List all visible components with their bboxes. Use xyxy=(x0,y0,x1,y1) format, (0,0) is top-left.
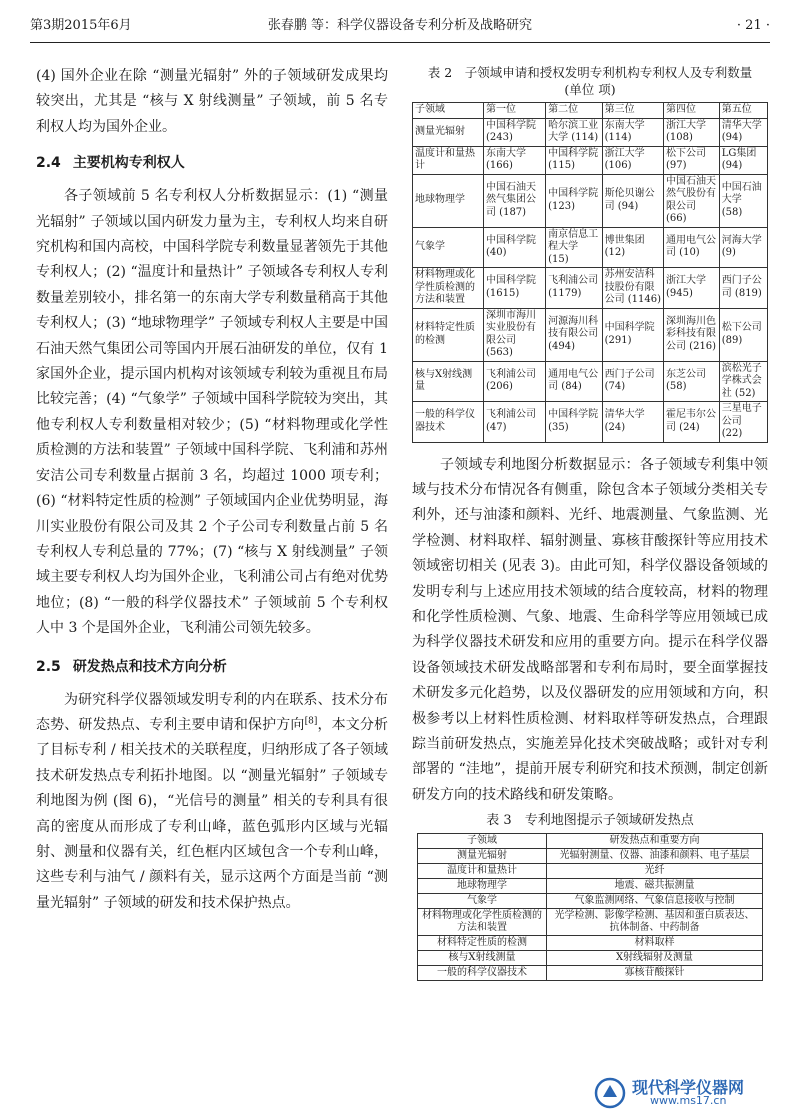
table-cell-field: 材料特定性质的检测 xyxy=(418,936,547,951)
table-cell: 飞利浦公司 (47) xyxy=(484,402,546,443)
watermark-url: www.ms17.cn xyxy=(650,1094,727,1107)
table-cell: 中国科学院 (115) xyxy=(546,146,602,174)
table-2 xyxy=(412,102,768,443)
table-3-caption: 表 3 专利地图提示子领域研发热点 xyxy=(486,813,694,829)
table-header-cell: 第五位 xyxy=(719,103,767,119)
table-cell: 寡核苷酸探针 xyxy=(547,966,763,981)
right-column xyxy=(412,64,768,981)
table-row xyxy=(413,361,768,402)
table-cell-field: 测量光辐射 xyxy=(418,849,547,864)
table-cell: 博世集团 (12) xyxy=(602,227,663,268)
table-cell: 中国科学院 (243) xyxy=(484,118,546,146)
table-cell: 中国石油天然气集团公司 (187) xyxy=(484,174,546,227)
table-cell: 西门子公司 (819) xyxy=(719,268,767,309)
table-cell-field: 测量光辐射 xyxy=(413,118,484,146)
table-cell-field: 温度计和量热计 xyxy=(413,146,484,174)
table-cell: 三星电子公司 (22) xyxy=(719,402,767,443)
table-header-cell: 研发热点和重要方向 xyxy=(547,834,763,849)
table-cell: 东芝公司 (58) xyxy=(664,361,720,402)
table-cell: 东南大学 (166) xyxy=(484,146,546,174)
table-cell: 浙江大学 (945) xyxy=(664,268,720,309)
table-cell: 浙江大学 (108) xyxy=(664,118,720,146)
site-watermark xyxy=(592,1075,792,1111)
watermark-logo-icon xyxy=(594,1077,626,1109)
table-cell: 南京信息工程大学 (15) xyxy=(546,227,602,268)
table-cell-field: 地球物理学 xyxy=(413,174,484,227)
journal-issue: 第3期2015年6月 xyxy=(30,18,132,33)
table-row xyxy=(418,894,763,909)
table-row xyxy=(413,402,768,443)
table-cell: 斯伦贝谢公司 (94) xyxy=(602,174,663,227)
table-row xyxy=(413,118,768,146)
table-cell: 松下公司 (97) xyxy=(664,146,720,174)
table-2-title: 表 2 子领域申请和授权发明专利机构专利权人及专利数量 xyxy=(427,65,753,80)
table-cell: 苏州安洁科技股份有限公司 (1146) xyxy=(602,268,663,309)
section-title-text: 研发热点和技术方向分析 xyxy=(72,658,227,675)
paragraph-text: ，本文分析了目标专利 / 相关技术的关联程度，归纳形成了各子领域技术研发热点专利拓扑地图。以 “测量光辐射” 子领域专利地图为例 (图 6)，“光信号的测量” 相关的专利具有很高的密度从而形成了专利山峰，蓝色弧形内区域与光辐射、测量和仪器有关，红色框内区域包含一个专利山峰，这些专利与油气 / 颜料有关，显示这两个方面是当前 “测量光辐射” 子领域的研发和技术保护热点。 xyxy=(36,716,389,911)
table-header-row xyxy=(418,834,763,849)
table-cell: 中国石油天然气股份有限公司 (66) xyxy=(664,174,720,227)
table-header-cell: 第二位 xyxy=(546,103,602,119)
table-cell: 中国科学院 (123) xyxy=(546,174,602,227)
table-cell: 深圳海川色彩科技有限公司 (216) xyxy=(664,308,720,361)
table-cell: 光纤 xyxy=(547,864,763,879)
table-2-unit: (单位 项) xyxy=(564,82,616,97)
table-row xyxy=(418,849,763,864)
table-cell: 气象监测网络、气象信息接收与控制 xyxy=(547,894,763,909)
table-header-cell: 子领域 xyxy=(418,834,547,849)
section-title-text: 主要机构专利权人 xyxy=(72,155,185,172)
table-cell-field: 一般的科学仪器技术 xyxy=(413,402,484,443)
table-header-cell: 第一位 xyxy=(484,103,546,119)
table-header-cell: 第三位 xyxy=(602,103,663,119)
table-row xyxy=(413,174,768,227)
table-cell: 光学检测、影像学检测、基因和蛋白质表达、抗体制备、中药制备 xyxy=(547,909,763,936)
table-cell: 西门子公司 (74) xyxy=(602,361,663,402)
table-cell: 河海大学 (9) xyxy=(719,227,767,268)
table-cell: 中国石油大学 (58) xyxy=(719,174,767,227)
table-cell: 霍尼韦尔公司 (24) xyxy=(664,402,720,443)
header-rule xyxy=(30,42,770,43)
table-row xyxy=(413,268,768,309)
running-title: 张春鹏 等：科学仪器设备专利分析及战略研究 xyxy=(267,18,533,33)
table-cell: 飞利浦公司 (206) xyxy=(484,361,546,402)
table-row xyxy=(418,879,763,894)
table-cell-field: 核与X射线测量 xyxy=(418,951,547,966)
table-cell: 飞利浦公司 (1179) xyxy=(546,268,602,309)
left-column xyxy=(36,64,388,916)
table-cell: 材料取样 xyxy=(547,936,763,951)
table-cell: 清华大学 (94) xyxy=(719,118,767,146)
table-header-row xyxy=(413,103,768,119)
table-cell: 通用电气公司 (84) xyxy=(546,361,602,402)
paragraph-patentees: 各子领域前 5 名专利权人分析数据显示：(1) “测量光辐射” 子领域以国内研发力量为主，专利权人均来自研究机构和国内高校，中国科学院专利数量显著领先于其他专利权人；(2) “温度计和量热计” 子领域各专利权人专利数量差别较小，排名第一的东南大学专利数量稍高于其他专利权人；(3) “地球物理学” 子领域专利权人主要是中国石油天然气集团公司等国内开展石油研发的单位，仅有 1 家国外企业，提示国内机构对该领域专利较为重视且布局比较完善；(4) “气象学” 子领域中国科学院较为突出，其他专利权人专利数量相对较少；(5) “材料物理或化学性质检测的方法和装置” 子领域中国科学院、飞利浦和苏州安洁公司专利数量占据前 3 名，均超过 1000 项专利；(6) “材料特定性质的检测” 子领域国内企业优势明显，海川实业股份有限公司及其 2 个子公司专利数量占前 5 名专利权人专利总量的 77%；(7) “核与 X 射线测量” 子领域主要专利权人均为国外企业，飞利浦公司占有绝对优势地位；(8) “一般的科学仪器技术” 子领域前 5 个专利权人中 3 个是国外企业，飞利浦公司领先较多。 xyxy=(36,188,388,637)
table-3 xyxy=(417,833,763,981)
table-cell: 中国科学院 (1615) xyxy=(484,268,546,309)
section-heading-2-5 xyxy=(36,656,388,678)
table-cell-field: 一般的科学仪器技术 xyxy=(418,966,547,981)
table-cell: X射线辐射及测量 xyxy=(547,951,763,966)
table-cell: 东南大学 (114) xyxy=(602,118,663,146)
watermark-site-name: 现代科学仪器网 xyxy=(632,1078,745,1097)
table-row xyxy=(418,966,763,981)
table-cell-field: 核与X射线测量 xyxy=(413,361,484,402)
table-cell-field: 材料特定性质的检测 xyxy=(413,308,484,361)
table-cell-field: 气象学 xyxy=(418,894,547,909)
citation-ref: [8] xyxy=(304,716,318,727)
table-cell: 光辐射测量、仪器、油漆和颜料、电子基层 xyxy=(547,849,763,864)
table-cell-field: 气象学 xyxy=(413,227,484,268)
table-cell: 浙江大学 (106) xyxy=(602,146,663,174)
table-row xyxy=(413,227,768,268)
table-cell: 清华大学 (24) xyxy=(602,402,663,443)
page-header xyxy=(30,14,770,38)
table-cell: 松下公司 (89) xyxy=(719,308,767,361)
page-number: · 21 · xyxy=(736,18,770,33)
table-row xyxy=(413,146,768,174)
table-cell-field: 温度计和量热计 xyxy=(418,864,547,879)
table-row xyxy=(413,308,768,361)
table-row xyxy=(418,936,763,951)
table-cell: 河源海川科技有限公司 (494) xyxy=(546,308,602,361)
table-cell: 中国科学院 (35) xyxy=(546,402,602,443)
section-number: 2.5 xyxy=(36,658,61,675)
table-cell: 中国科学院 (40) xyxy=(484,227,546,268)
section-number: 2.4 xyxy=(36,155,61,172)
paragraph-hotspots xyxy=(36,688,388,917)
table-header-cell: 子领域 xyxy=(413,103,484,119)
table-cell-field: 地球物理学 xyxy=(418,879,547,894)
section-heading-2-4 xyxy=(36,152,388,174)
table-row xyxy=(418,951,763,966)
table-row xyxy=(418,864,763,879)
table-cell: 地震、磁共振测量 xyxy=(547,879,763,894)
table-cell-field: 材料物理或化学性质检测的方法和装置 xyxy=(418,909,547,936)
table-cell: 哈尔滨工业大学 (114) xyxy=(546,118,602,146)
table-cell: 深圳市海川实业股份有限公司 (563) xyxy=(484,308,546,361)
table-header-cell: 第四位 xyxy=(664,103,720,119)
paragraph-text: 为研究科学仪器领域发明专利的内在联系、技术分布态势、研发热点、专利主要申请和保护方向 xyxy=(36,691,388,733)
table-cell-field: 材料物理或化学性质检测的方法和装置 xyxy=(413,268,484,309)
table-cell: 中国科学院 (291) xyxy=(602,308,663,361)
table-2-caption xyxy=(412,64,768,98)
paragraph-patent-map: 子领域专利地图分析数据显示：各子领域专利集中领域与技术分布情况各有侧重，除包含本子领域分类相关专利外，还与油漆和颜料、光纤、地震测量、气象监测、光学检测、材料取样、辐射测量、寡核苷酸探针等应用技术领域密切相关 (见表 3)。由此可知，科学仪器设备领域的发明专利与上述应用技术领域的结合度较高，材料的物理和化学性质检测、气象、地震、生命科学等应用领域已成为科学仪器技术研发和应用的重要方向。提示在科学仪器设备领域技术研发战略部署和专利布局时，要全面掌握技术研发多元化趋势，以及仪器研发的应用领域和方向，积极参考以上材料性质检测、材料取样等研发热点，合理跟踪当前研发热点，实施差异化技术突破战略；或针对专利部署的 “洼地”，提前开展专利研究和技术预测，制定创新研发方向的技术路线和研发策略。 xyxy=(412,456,768,803)
table-row xyxy=(418,909,763,936)
table-cell: 滨松光子学株式会社 (52) xyxy=(719,361,767,402)
table-cell: 通用电气公司 (10) xyxy=(664,227,720,268)
paragraph-continued: (4) 国外企业在除 “测量光辐射” 外的子领域研发成果均较突出，尤其是 “核与 X 射线测量” 子领域，前 5 名专利权人均为国外企业。 xyxy=(36,68,388,135)
table-cell: LG集团 (94) xyxy=(719,146,767,174)
